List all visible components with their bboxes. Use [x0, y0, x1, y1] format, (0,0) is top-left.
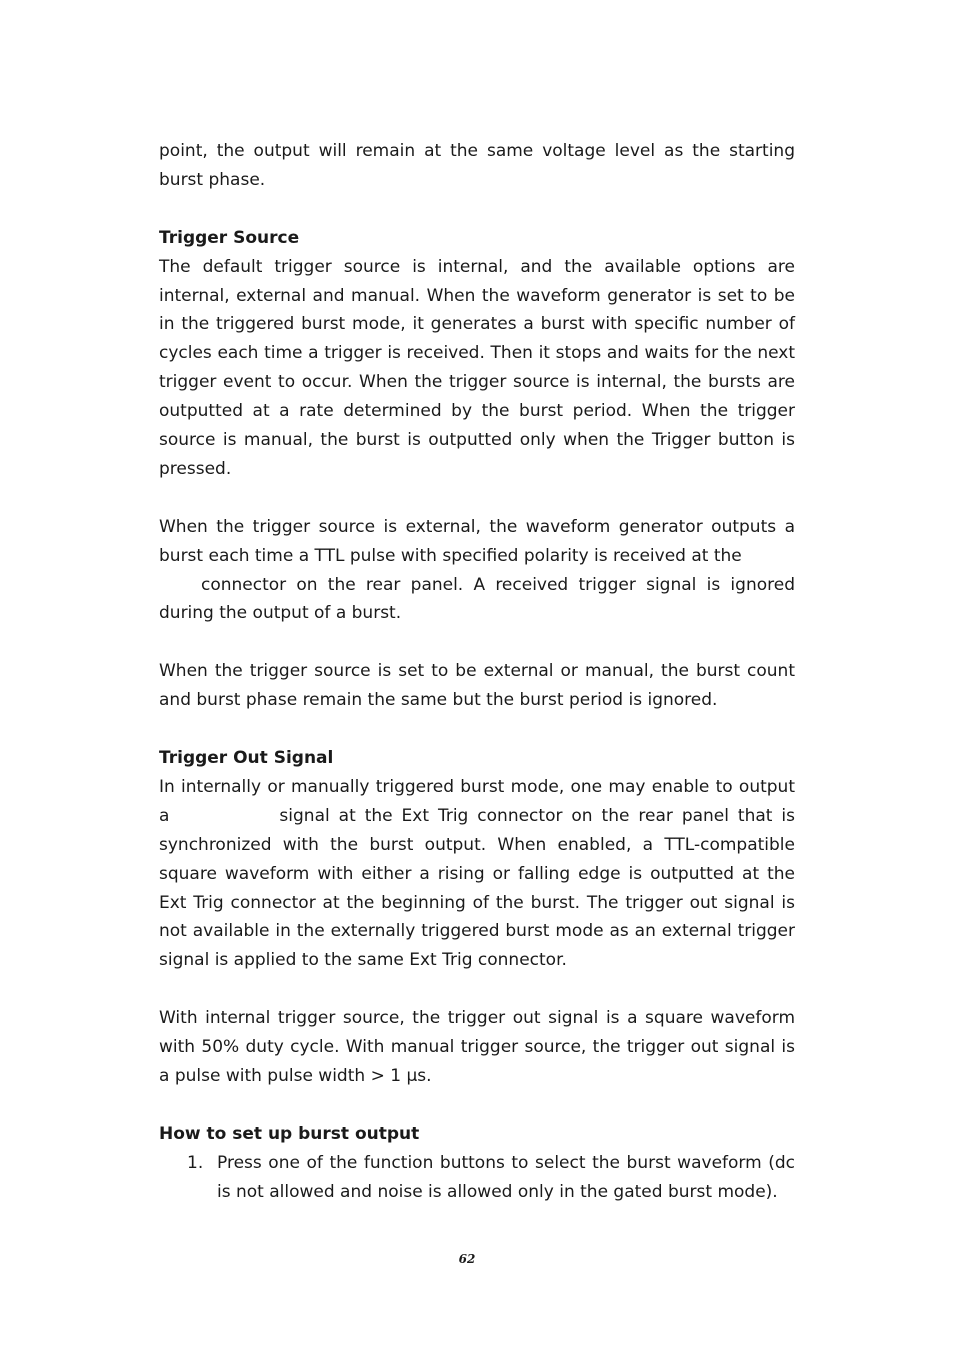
setup-steps-list [159, 1149, 795, 1207]
trigger-source-heading: Trigger Source [159, 227, 300, 248]
trigger-source-paragraph-3: When the trigger source is set to be external or manual, the burst count and burst phase remain the same but the burst period is ignored. [159, 661, 795, 711]
trigger-out-heading: Trigger Out Signal [159, 747, 334, 768]
intro-paragraph: point, the output will remain at the same voltage level as the starting burst phase. [159, 141, 795, 190]
trigger-out-paragraph-2: With internal trigger source, the trigger out signal is a square waveform with 50% duty cycle. With manual trigger source, the trigger out signal is a pulse with pulse width > 1 μs. [159, 1008, 795, 1086]
trigger-out-paragraph-1-end: signal at the Ext Trig connector on the rear panel that is synchronized with the burst output. When enabled, a TTL-compatible square waveform with either a rising or falling edge is outputted at the Ext Trig connector at the beginning of the burst. The trigger out signal is not available in the externally triggered burst mode as an external trigger signal is applied to the same Ext Trig connector. [159, 805, 795, 971]
trigger-source-paragraph-2-end: connector on the rear panel. A received trigger signal is ignored during the output of a burst. [159, 574, 795, 624]
document-body [159, 137, 795, 1206]
setup-step-text: Press one of the function buttons to select the burst waveform (dc is not allowed and noise is allowed only in the gated burst mode). [217, 1152, 795, 1202]
setup-step-number: 1. [187, 1152, 204, 1173]
trigger-source-paragraph-2 [159, 513, 795, 629]
trigger-out-paragraph-1-start: In internally or manually triggered burst mode, one may enable to output a [159, 776, 795, 826]
setup-heading: How to set up burst output [159, 1123, 420, 1144]
page-number: 62 [458, 1252, 476, 1266]
trigger-out-paragraph-1 [159, 773, 795, 975]
setup-step [159, 1149, 795, 1207]
trigger-source-paragraph-2-start: When the trigger source is external, the waveform generator outputs a burst each time a TTL pulse with specified polarity is received at the [159, 516, 795, 566]
trigger-source-paragraph-1: The default trigger source is internal, and the available options are internal, external and manual. When the waveform generator is set to be in the triggered burst mode, it generates a burst with specific number of cycles each time a trigger is received. Then it stops and waits for the next trigger event to occur. When the trigger source is internal, the bursts are outputted at a rate determined by the burst period. When the trigger source is manual, the burst is outputted only when the Trigger button is pressed. [159, 256, 795, 479]
